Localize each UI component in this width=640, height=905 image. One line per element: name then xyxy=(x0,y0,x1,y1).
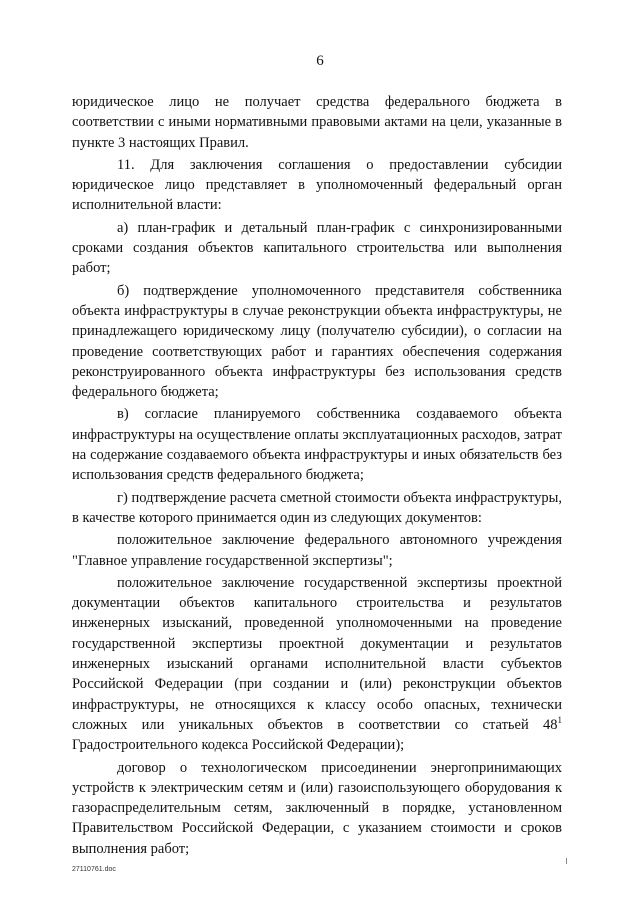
footer-filename: 27110761.doc xyxy=(72,866,116,873)
paragraph-state-expertise-text: положительное заключение государственной экспертизы проектной документации объектов капитального строительства и результатов инженерных изысканий, проведенной уполномоченными на проведение государственной экспертизы проектной документации и результатов инженерных изысканий органами исполнительной власти субъектов Российской Федерации (при создании и (или) реконструкции объектов инфраструктуры, не относящихся к классу особо опасных, технически сложных или уникальных объектов в соответствии со статьей 48 xyxy=(72,574,562,733)
page-number: 6 xyxy=(316,53,324,69)
paragraph-subitem-a: а) план-график и детальный план-график с синхронизированными сроками создания объектов капитального строительства или выполнения работ; xyxy=(72,219,562,277)
article-superscript: 1 xyxy=(557,715,562,726)
paragraph-connection-contract: договор о технологическом присоединении энергопринимающих устройств к электрическим сетям и (или) газоиспользующего оборудования к газораспределительным сетям, заключенный в порядке, установленном Правительством Российской Федерации, с указанием стоимости и сроков выполнения работ; xyxy=(72,759,562,857)
paragraph-expertise-conclusion: положительное заключение федерального автономного учреждения "Главное управление государственной экспертизы"; xyxy=(72,532,562,569)
paragraph-subitem-g: г) подтверждение расчета сметной стоимости объекта инфраструктуры, в качестве которого принимается один из следующих документов: xyxy=(72,489,562,526)
paragraph-item-11: 11. Для заключения соглашения о предоставлении субсидии юридическое лицо представляет в уполномоченный федеральный орган исполнительной власти: xyxy=(72,156,562,214)
paragraph-continuation: юридическое лицо не получает средства федерального бюджета в соответствии с иными нормативными правовыми актами на цели, указанные в пункте 3 настоящих Правил. xyxy=(72,94,562,151)
document-body xyxy=(72,92,562,859)
paragraph-subitem-v: в) согласие планируемого собственника создаваемого объекта инфраструктуры на осуществление оплаты эксплуатационных расходов, затрат на содержание создаваемого объекта инфраструктуры и иных обязательств без использования средств федерального бюджета; xyxy=(72,406,562,484)
paragraph-state-expertise-tail: Градостроительного кодекса Российской Федерации); xyxy=(72,737,405,754)
margin-mark xyxy=(566,858,567,864)
paragraph-subitem-b: б) подтверждение уполномоченного представителя собственника объекта инфраструктуры в случае реконструкции объекта инфраструктуры, не принадлежащего юридическому лицу (получателю субсидии), о согласии на проведение соответствующих работ и гарантиях обеспечения содержания реконструированного объекта инфраструктуры без использования средств федерального бюджета; xyxy=(72,282,562,401)
paragraph-state-expertise xyxy=(72,573,562,756)
